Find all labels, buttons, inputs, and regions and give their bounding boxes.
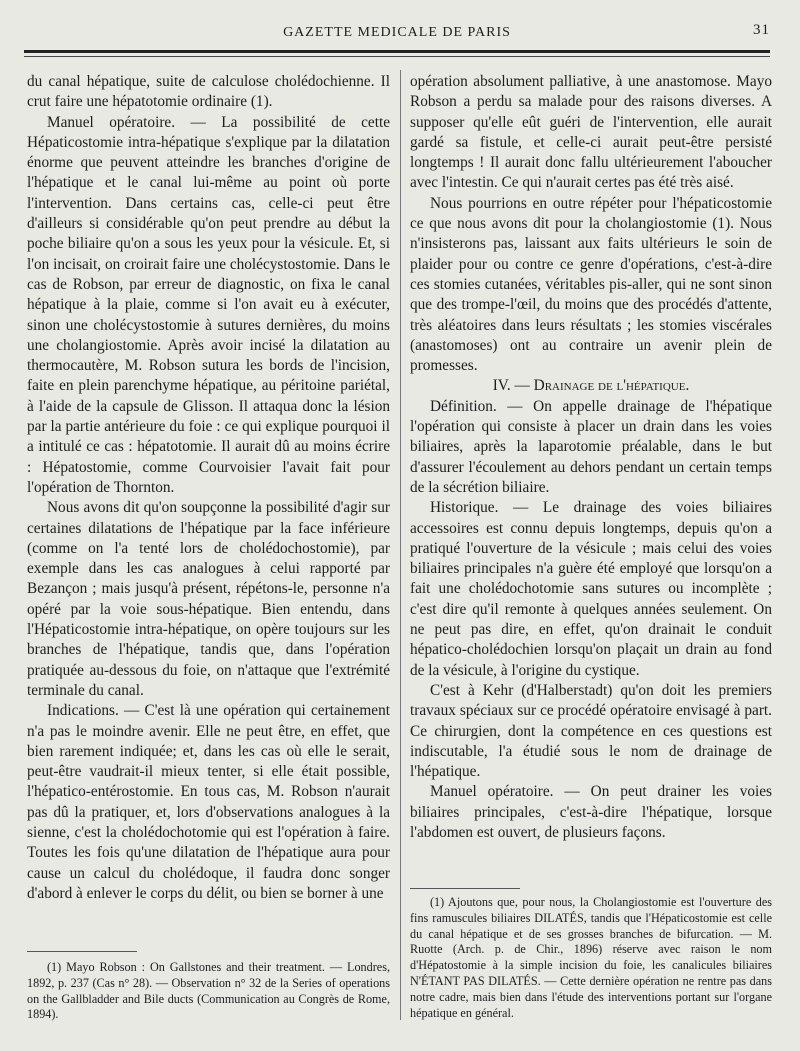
left-column <box>27 72 390 904</box>
paragraph: Historique. — Le drainage des voies biliaires accessoires est connu depuis longtemps, depuis qu'on a pratiqué l'ouverture de la vésicule ; mais celui des voies biliaires principales n'a guère été employé que lorsqu'on a fait une cholédochotomie sans sutures ou incomplète ; c'est dire qu'il remonte à quelques années seulement. On ne peut pas dire, en effet, qu'on drainait le conduit hépatico-cholédochien lorsqu'on plaçait un drain au fond de la vésicule, à l'origine du cystique. <box>410 499 772 679</box>
header-rule-thick <box>24 50 770 53</box>
paragraph: du canal hépatique, suite de calculose cholédochienne. Il crut faire une hépatotomie ordinaire (1). <box>27 73 390 111</box>
running-header <box>24 22 770 44</box>
paragraph: opération absolument palliative, à une anastomose. Mayo Robson a perdu sa malade pour des raisons diverses. A supposer qu'elle eût guéri de l'intervention, elle aurait gardé sa fistule, et celle-ci aurait peut-être persisté longtemps ! Il aurait donc fallu ultérieurement l'aboucher avec l'intestin. Ce qui n'aurait certes pas été très aisé. <box>410 73 772 192</box>
paragraph: Manuel opératoire. — On peut drainer les voies biliaires principales, c'est-à-dire l'hépatique, lorsque l'abdomen est ouvert, de plusieurs façons. <box>410 783 772 841</box>
footnote-left <box>27 960 390 1023</box>
paragraph: C'est à Kehr (d'Halberstadt) qu'on doit les premiers travaux spéciaux sur ce procédé opératoire envisagé à part. Ce chirurgien, dont la compétence en ces questions est indiscutable, l'a étudié sous le nom de drainage de l'hépatique. <box>410 681 772 781</box>
column-divider <box>400 70 401 1020</box>
footnote-right <box>410 895 772 1021</box>
footnote-rule <box>27 951 137 952</box>
footnote-text: (1) Ajoutons que, pour nous, la Cholangiostomie est l'ouverture des fins ramuscules biliaires DILATÉS, tandis que l'Hépaticostomie est celle du canal hépatique et de ses grosses branches de bifurcation. — M. Ruotte (Arch. p. de Chir., 1896) réserve avec raison le nom d'Hépatostomie à la simple incision du foie, les canalicules biliaires N'ÉTANT PAS DILATÉS. — Cette dernière opération ne rentre pas dans notre cadre, mais bien dans l'étude des interventions portant sur l'organe hépatique en général. <box>410 895 772 1020</box>
footnote-rule <box>410 888 520 889</box>
journal-title: GAZETTE MEDICALE DE PARIS <box>283 25 511 40</box>
right-column <box>410 72 772 843</box>
paragraph: Manuel opératoire. — La possibilité de cette Hépaticostomie intra-hépatique s'explique par la dilatation énorme que peuvent atteindre les branches d'origine de l'hépatique et le canal lui-même au point où porte l'intervention. Dans certains cas, celle-ci peut être d'ailleurs si considérable qu'on peut prendre au début la poche biliaire qu'on a sous les yeux pour la vésicule. Et, si l'on incisait, on croirait faire une cholécystostomie. Dans le cas de Robson, par erreur de diagnostic, on fixa le canal hépatique à la plaie, comme si l'on avait eu à exécuter, sinon une cholécystostomie à sutures dernières, du moins une cholangiostomie. Après avoir incisé la dilatation au thermocautère, M. Robson sutura les bords de l'incision, faite en plein parenchyme hépatique, au péritoine pariétal, à l'aide de la capsule de Glisson. Il attaqua donc la lésion par la partie antérieure du foie : ce qui explique pourquoi il a intitulé ce cas : hépatotomie. Il aurait dû au moins écrire : Hépatostomie, comme Courvoisier l'avait fait pour l'opération de Thornton. <box>27 113 390 496</box>
section-heading: IV. — Drainage de l'hépatique. <box>492 377 690 395</box>
paragraph: Définition. — On appelle drainage de l'hépatique l'opération qui consiste à placer un drain dans les voies biliaires, après la laparotomie préalable, dans le but d'assurer l'écoulement au dehors pendant un certain temps de la sécrétion biliaire. <box>410 397 772 496</box>
paragraph: Indications. — C'est là une opération qui certainement n'a pas le moindre avenir. Elle ne peut être, en effet, que bien rarement indiquée; et, dans les cas où elle le serait, peut-être vaudrait-il mieux tenter, si elle était possible, l'hépatico-entérostomie. En tous cas, M. Robson n'aurait pas dû la pratiquer, et, lors d'observations analogues à la sienne, c'est la cholédochotomie qui est l'opération à faire. Toutes les fois qu'une dilatation de l'hépatique aura pour cause un calcul du cholédoque, il faudra donc songer d'abord à enlever le corps du délit, ou bien se borner à une <box>27 702 390 902</box>
paragraph: Nous pourrions en outre répéter pour l'hépaticostomie ce que nous avons dit pour la cholangiostomie (1). Nous n'insisterons pas, laissant aux faits ultérieurs le soin de plaider pour ou contre ce genre d'opérations, c'est-à-dire ces stomies cutanées, véritables pis-aller, qui ne sont sinon que des trompe-l'œil, du moins que des procédés d'attente, très aléatoires dans leurs résultats ; les stomies viscérales (anastomoses) ont au contraire un avenir plein de promesses. <box>410 194 772 375</box>
page-number: 31 <box>753 22 770 38</box>
paragraph: Nous avons dit qu'on soupçonne la possibilité d'agir sur certaines dilatations de l'hépatique par la face inférieure (comme on l'a tenté lors de cholédochostomie), par exemple dans les cas analogues à celui rapporté par Bezançon ; mais jusqu'à présent, répétons-le, personne n'a opéré par la voie sous-hépatique. Bien entendu, dans l'Hépaticostomie intra-hépatique, on opère toujours sur les branches de l'hépatique, tandis que, dans l'opération pratiquée au-dessous du foie, on n'attaque que l'extrémité terminale du canal. <box>27 499 390 699</box>
header-rule-thin <box>24 56 770 57</box>
footnote-text: (1) Mayo Robson : On Gallstones and their treatment. — Londres, 1892, p. 237 (Cas n° 28). — Observation n° 32 de la Series of operations on the Gallbladder and Bile ducts (Communication au Congrès de Rome, 1894). <box>27 960 390 1022</box>
